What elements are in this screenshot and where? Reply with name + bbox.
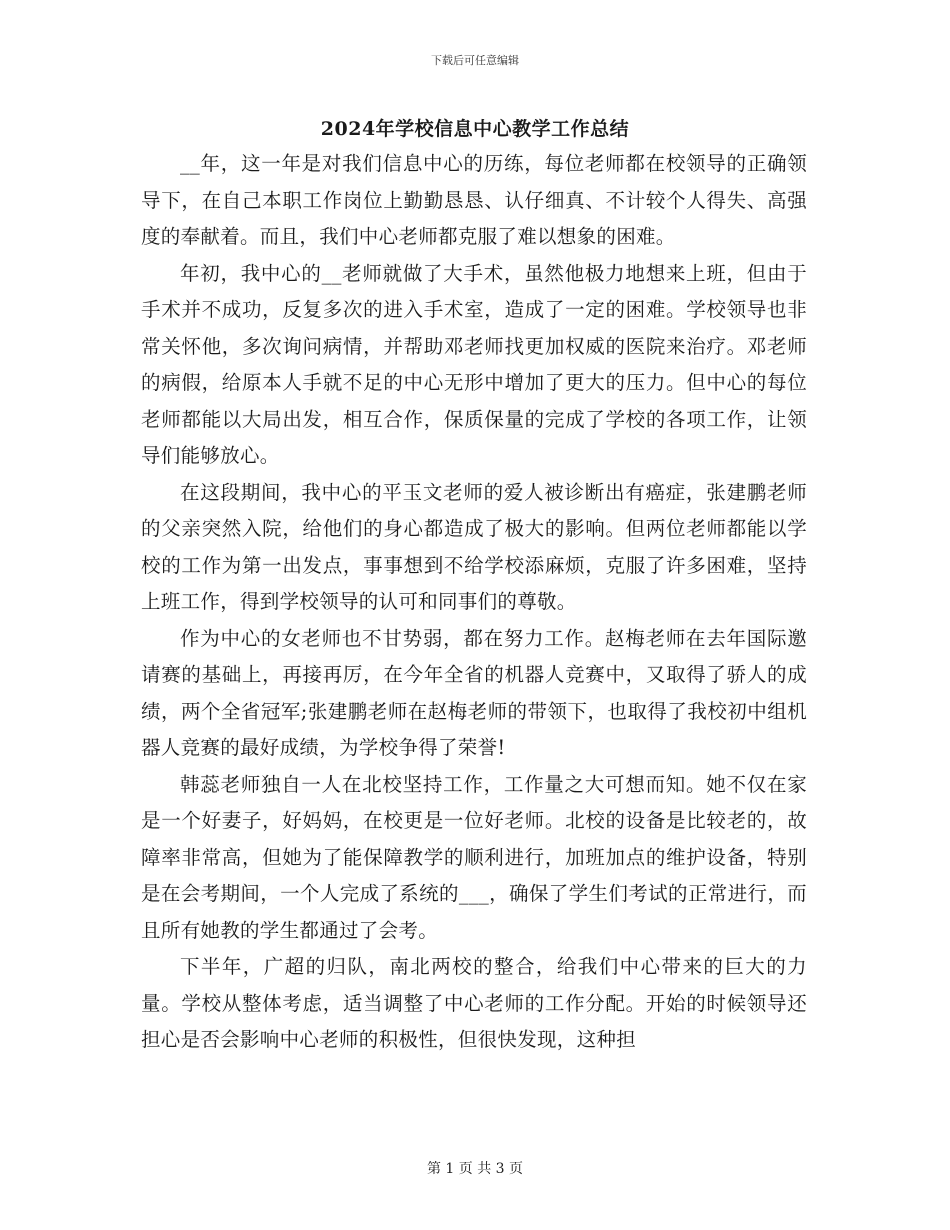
paragraph: 作为中心的女老师也不甘势弱，都在努力工作。赵梅老师在去年国际邀请赛的基础上，再接再厉，在今年全省的机器人竞赛中，又取得了骄人的成绩，两个全省冠军;张建鹏老师在赵梅老师的带领下，也取得了我校初中组机器人竞赛的最好成绩，为学校争得了荣誉!	[141, 626, 807, 759]
paragraph: 年初，我中心的__老师就做了大手术，虽然他极力地想来上班，但由于手术并不成功，反复多次的进入手术室，造成了一定的困难。学校领导也非常关怀他，多次询问病情，并帮助邓老师找更加权威的医院来治疗。邓老师的病假，给原本人手就不足的中心无形中增加了更大的压力。但中心的每位老师都能以大局出发，相互合作，保质保量的完成了学校的各项工作，让领导们能够放心。	[141, 261, 807, 467]
document-title: 2024年学校信息中心教学工作总结	[320, 118, 630, 140]
paragraph: __年，这一年是对我们信息中心的历练，每位老师都在校领导的正确领导下，在自己本职工作岗位上勤勤恳恳、认仔细真、不计较个人得失、高强度的奉献着。而且，我们中心老师都克服了难以想象的困难。	[141, 152, 807, 248]
page-indicator: 第 1 页 共 3 页	[426, 1161, 524, 1177]
paragraph: 在这段期间，我中心的平玉文老师的爱人被诊断出有癌症，张建鹏老师的父亲突然入院，给他们的身心都造成了极大的影响。但两位老师都能以学校的工作为第一出发点，事事想到不给学校添麻烦，克服了许多困难，坚持上班工作，得到学校领导的认可和同事们的尊敬。	[141, 480, 807, 613]
paragraph: 韩蕊老师独自一人在北校坚持工作，工作量之大可想而知。她不仅在家是一个好妻子，好妈妈，在校更是一位好老师。北校的设备是比较老的，故障率非常高，但她为了能保障教学的顺利进行，加班加点的维护设备，特别是在会考期间，一个人完成了系统的___，确保了学生们考试的正常进行，而且所有她教的学生都通过了会考。	[141, 772, 807, 942]
header-note: 下载后可任意编辑	[431, 54, 519, 67]
document-body	[141, 146, 807, 1059]
paragraph: 下半年，广超的归队，南北两校的整合，给我们中心带来的巨大的力量。学校从整体考虑，适当调整了中心老师的工作分配。开始的时候领导还担心是否会影响中心老师的积极性，但很快发现，这种担	[141, 955, 807, 1051]
